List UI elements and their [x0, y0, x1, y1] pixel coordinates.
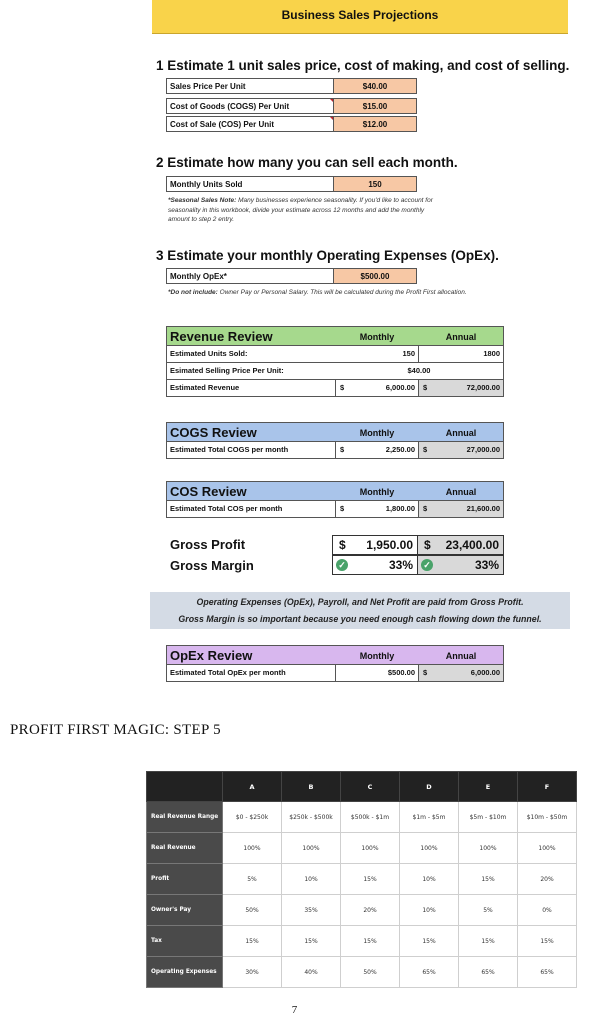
monthly-opex-input[interactable]: $500.00 [333, 268, 417, 284]
callout-line-2: Gross Margin is so important because you need enough cash flowing down the funnel. [178, 614, 542, 624]
table-cell: 65% [459, 957, 518, 988]
page-number: 7 [291, 1004, 298, 1016]
table-cell: 15% [459, 926, 518, 957]
row-label: Owner's Pay [147, 895, 223, 926]
column-header: E [459, 772, 518, 802]
table-cell: 65% [518, 957, 577, 988]
table-row [147, 895, 577, 926]
table-cell: $0 - $250k [223, 802, 282, 833]
row-label: Profit [147, 864, 223, 895]
table-cell: 5% [223, 864, 282, 895]
cos-review [166, 481, 504, 518]
cos-input[interactable]: $12.00 [333, 116, 417, 132]
table-cell: 50% [341, 957, 400, 988]
column-header: B [282, 772, 341, 802]
cogs-label: Cost of Goods (COGS) Per Unit [166, 98, 334, 114]
table-cell: 15% [518, 926, 577, 957]
table-cell: 65% [400, 957, 459, 988]
table-cell: 50% [223, 895, 282, 926]
check-circle-icon: ✓ [336, 559, 348, 571]
step1-title: 1 Estimate 1 unit sales price, cost of making, and cost of selling. [156, 58, 570, 73]
column-header: D [400, 772, 459, 802]
cogs-input[interactable]: $15.00 [333, 98, 417, 114]
gross-margin-monthly: ✓ 33% [332, 555, 418, 575]
table-cell: 15% [459, 864, 518, 895]
table-cell: 5% [459, 895, 518, 926]
table-cell: 15% [341, 926, 400, 957]
cos-title: COS Review [170, 484, 247, 499]
table-cell: 35% [282, 895, 341, 926]
revenue-header [166, 326, 504, 346]
monthly-opex-label: Monthly OpEx* [166, 268, 334, 284]
opex-row: Estimated Total OpEx per month $500.00 $ 6,000.00 [166, 665, 504, 682]
table-cell: $5m - $10m [459, 802, 518, 833]
cogs-row: Estimated Total COGS per month $ 2,250.00 $ 27,000.00 [166, 442, 504, 459]
column-header: C [341, 772, 400, 802]
cogs-title: COGS Review [170, 425, 257, 440]
table-cell: 15% [223, 926, 282, 957]
opex-note: *Do not include: Owner Pay or Personal Salary. This will be calculated during the Profit First allocation. [168, 289, 467, 296]
table-cell: 100% [459, 833, 518, 864]
cogs-review [166, 422, 504, 459]
revenue-title: Revenue Review [170, 329, 273, 344]
sheet-banner: Business Sales Projections [152, 0, 568, 34]
revenue-col-annual: Annual [445, 332, 477, 342]
cos-row: Estimated Total COS per month $ 1,800.00 $ 21,600.00 [166, 501, 504, 518]
callout-line-1: Operating Expenses (OpEx), Payroll, and Net Profit are paid from Gross Profit. [196, 597, 524, 607]
cos-label: Cost of Sale (COS) Per Unit [166, 116, 334, 132]
table-cell: $250k - $500k [282, 802, 341, 833]
row-label: Operating Expenses [147, 957, 223, 988]
table-cell: 20% [341, 895, 400, 926]
table-row [147, 864, 577, 895]
column-header: A [223, 772, 282, 802]
table-cell: 15% [400, 926, 459, 957]
seasonal-note: *Seasonal Sales Note: Many businesses experience seasonality. If you'd like to account for seasonality in this workbook, divide your estimate across 12 months and add the monthly amount to step 2 entry. [168, 197, 433, 223]
table-cell: 30% [223, 957, 282, 988]
units-row: Estimated Units Sold: 150 1800 [166, 346, 504, 363]
table-cell: 10% [400, 864, 459, 895]
opex-review [166, 645, 504, 682]
table-cell: 100% [400, 833, 459, 864]
row-label: Tax [147, 926, 223, 957]
revenue-col-monthly: Monthly [359, 332, 395, 342]
step3-title: 3 Estimate your monthly Operating Expenses (OpEx). [156, 248, 499, 263]
step2-title: 2 Estimate how many you can sell each month. [156, 155, 458, 170]
table-row [147, 957, 577, 988]
table-cell: $1m - $5m [400, 802, 459, 833]
sales-price-label: Sales Price Per Unit [166, 78, 334, 94]
monthly-units-input[interactable]: 150 [333, 176, 417, 192]
cogs-header: COGS Review Monthly Annual [166, 422, 504, 442]
table-cell: 20% [518, 864, 577, 895]
table-corner [147, 772, 223, 802]
gross-margin-label: Gross Margin [170, 558, 254, 573]
gross-profit-annual: $ 23,400.00 [417, 535, 504, 555]
gross-margin-annual: ✓ 33% [417, 555, 504, 575]
gross-profit-callout [150, 592, 570, 629]
check-circle-icon: ✓ [421, 559, 433, 571]
table-cell: 10% [282, 864, 341, 895]
row-label: Real Revenue [147, 833, 223, 864]
profit-first-table [146, 771, 577, 988]
price-row: Esimated Selling Price Per Unit: $40.00 [166, 363, 504, 380]
row-label: Real Revenue Range [147, 802, 223, 833]
table-cell: 100% [341, 833, 400, 864]
table-row [147, 926, 577, 957]
table-cell: 100% [518, 833, 577, 864]
table-header-row [147, 772, 577, 802]
table-cell: 15% [282, 926, 341, 957]
table-row [147, 802, 577, 833]
table-cell: $10m - $50m [518, 802, 577, 833]
table-cell: 15% [341, 864, 400, 895]
section-heading: PROFIT FIRST MAGIC: STEP 5 [10, 722, 221, 738]
gross-profit-label: Gross Profit [170, 537, 246, 552]
monthly-units-label: Monthly Units Sold [166, 176, 334, 192]
gross-profit-monthly: $ 1,950.00 [332, 535, 418, 555]
table-cell: 0% [518, 895, 577, 926]
column-header: F [518, 772, 577, 802]
table-cell: $500k - $1m [341, 802, 400, 833]
cos-header: COS Review Monthly Annual [166, 481, 504, 501]
table-cell: 100% [282, 833, 341, 864]
table-cell: 100% [223, 833, 282, 864]
table-cell: 40% [282, 957, 341, 988]
opex-header: OpEx Review Monthly Annual [166, 645, 504, 665]
revenue-review [166, 326, 504, 397]
revenue-row: Estimated Revenue $ 6,000.00 $ 72,000.00 [166, 380, 504, 397]
table-cell: 10% [400, 895, 459, 926]
table-row [147, 833, 577, 864]
opex-title: OpEx Review [170, 648, 253, 663]
sales-price-input[interactable]: $40.00 [333, 78, 417, 94]
